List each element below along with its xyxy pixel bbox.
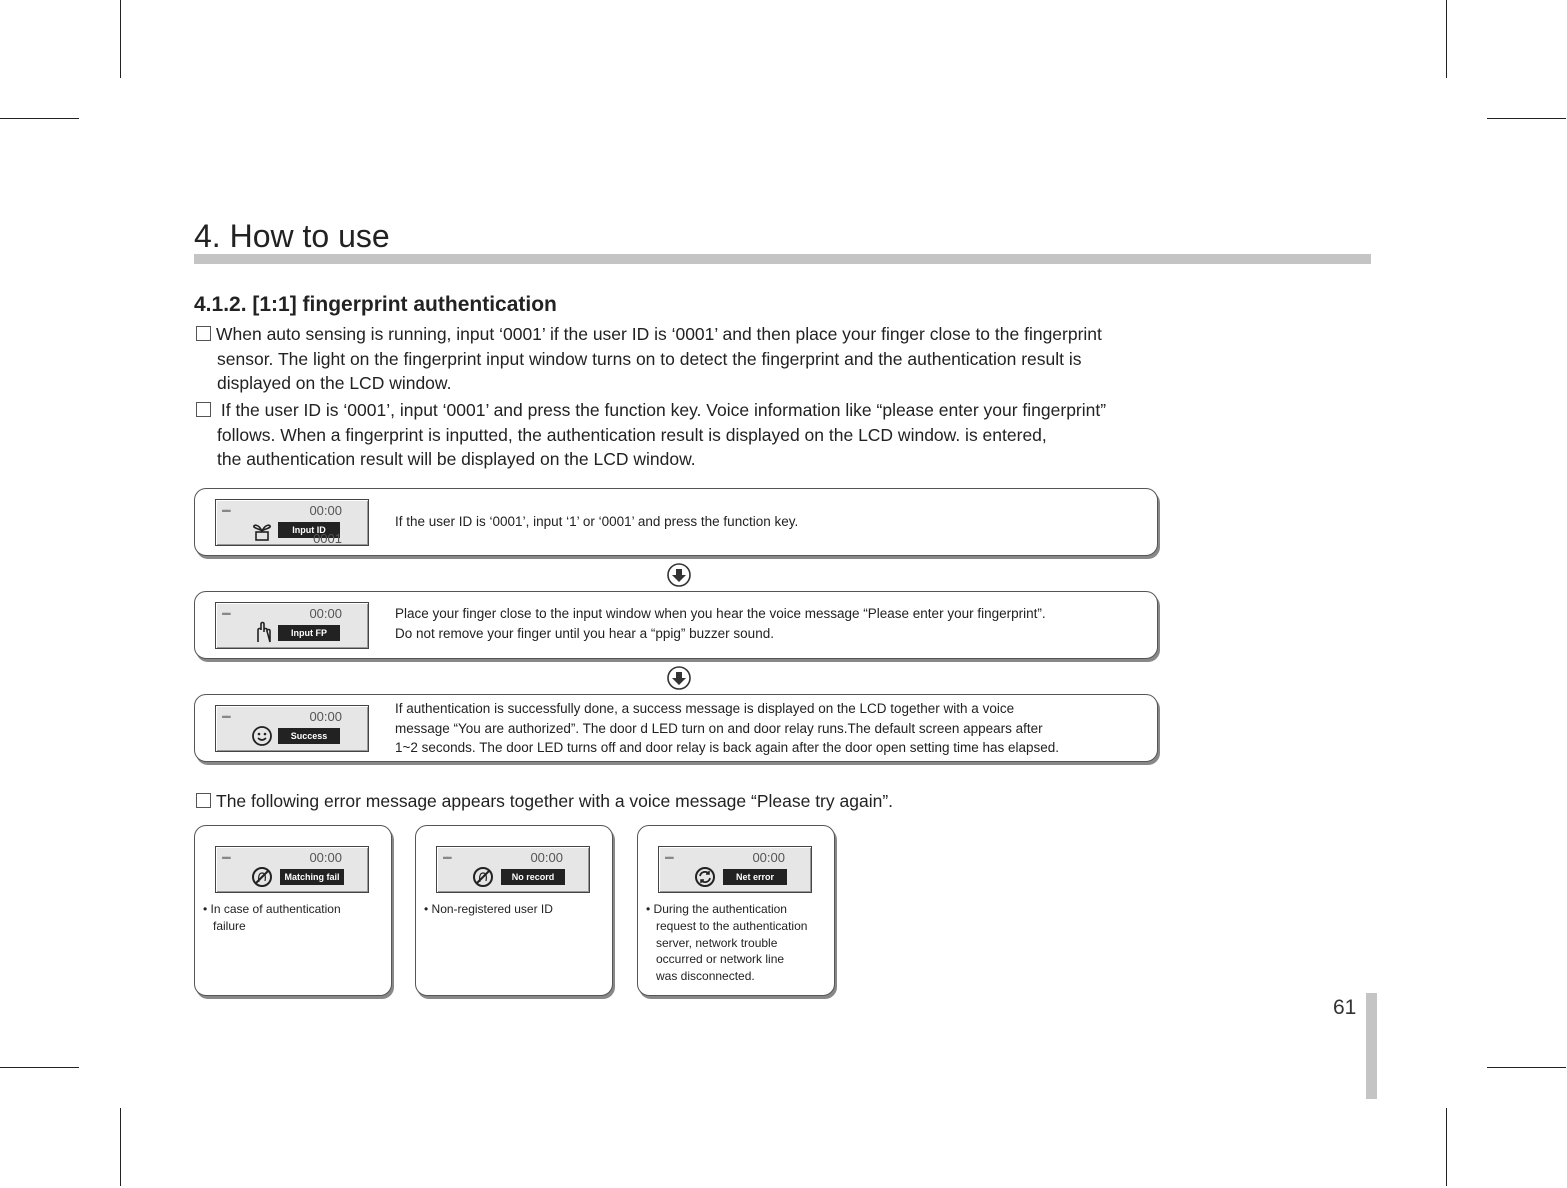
paragraph-line: The following error message appears together with a voice message “Please try again”. <box>216 791 894 811</box>
signal-indicator: ▬▬ <box>222 609 230 618</box>
step-box-input-fp <box>194 591 1158 659</box>
crop-mark <box>1446 0 1447 78</box>
signal-indicator: ▬▬ <box>222 506 230 515</box>
fingerprint-prohibited-icon <box>471 864 495 888</box>
smiley-icon <box>250 723 274 747</box>
lcd-badge: Net error <box>723 869 787 885</box>
crop-mark <box>0 1067 79 1068</box>
step-box-success <box>194 694 1158 762</box>
finger-icon <box>250 620 274 644</box>
lcd-time: 00:00 <box>309 606 342 621</box>
error-box-net-error <box>637 825 835 996</box>
lcd-badge: Input ID <box>278 522 340 538</box>
paragraph-line: If the user ID is ‘0001’, input ‘0001’ and press the function key. Voice information like “please enter your fingerprint” <box>216 400 1107 420</box>
down-arrow-icon <box>667 563 691 587</box>
step-line: Place your finger close to the input window when you hear the voice message “Please enter your fingerprint”. <box>395 606 1046 621</box>
signal-indicator: ▬▬ <box>222 853 230 862</box>
lcd-display <box>215 846 369 893</box>
error-intro-paragraph <box>196 789 893 814</box>
step-line: Do not remove your finger until you hear a “ppig” buzzer sound. <box>395 625 774 641</box>
crop-mark <box>120 1108 121 1186</box>
step-line: message “You are authorized”. The door d LED turn on and door relay runs.The default screen appears after <box>395 720 1043 736</box>
lcd-time: 00:00 <box>309 850 342 865</box>
paragraph-line: displayed on the LCD window. <box>217 373 452 393</box>
paragraph-line: the authentication result will be displayed on the LCD window. <box>217 449 696 469</box>
error-line: was disconnected. <box>646 969 755 984</box>
lcd-display <box>436 846 590 893</box>
error-box-no-record <box>415 825 613 996</box>
lcd-time: 00:00 <box>752 850 785 865</box>
step-box-input-id <box>194 488 1158 556</box>
intro-paragraph-1 <box>196 322 1102 396</box>
lcd-display <box>215 705 369 752</box>
step-line: If authentication is successfully done, a success message is displayed on the LCD together with a voice <box>395 701 1015 716</box>
lcd-badge: Success <box>278 728 340 744</box>
step-description <box>395 604 1046 643</box>
lcd-display <box>658 846 812 893</box>
error-description <box>646 901 807 985</box>
lcd-badge: Matching fail <box>280 869 344 885</box>
crop-mark <box>0 118 79 119</box>
lcd-badge: No record <box>501 869 565 885</box>
error-description <box>203 901 341 935</box>
crop-mark <box>1446 1108 1447 1186</box>
step-line: If the user ID is ‘0001’, input ‘1’ or ‘0001’ and press the function key. <box>395 514 799 529</box>
checkbox-bullet-icon <box>196 402 211 417</box>
signal-indicator: ▬▬ <box>222 712 230 721</box>
fingerprint-prohibited-icon <box>250 864 274 888</box>
crop-mark <box>1487 1067 1566 1068</box>
error-line: failure <box>203 918 246 933</box>
step-description <box>395 512 798 532</box>
page-number: 61 <box>1333 996 1357 1019</box>
error-line: occurred or network line <box>646 952 785 967</box>
error-box-matching-fail <box>194 825 392 996</box>
error-line: • During the authentication <box>646 902 787 916</box>
error-description <box>424 901 553 918</box>
down-arrow-icon <box>667 666 691 690</box>
paragraph-line: follows. When a fingerprint is inputted, the authentication result is displayed on the LCD window. is entered, <box>217 424 1047 445</box>
lcd-time: 00:00 <box>530 850 563 865</box>
page-edge-bar <box>1366 993 1377 1099</box>
lcd-display <box>215 602 369 649</box>
step-description <box>395 699 1059 758</box>
checkbox-bullet-icon <box>196 793 211 808</box>
network-error-icon <box>693 864 717 888</box>
crop-mark <box>120 0 121 78</box>
step-line: 1~2 seconds. The door LED turns off and door relay is back again after the door open setting time has elapsed. <box>395 740 1060 755</box>
error-line: server, network trouble <box>646 935 778 950</box>
crop-mark <box>1487 118 1566 119</box>
error-line: • In case of authentication <box>203 902 341 916</box>
lcd-time: 00:00 <box>309 709 342 724</box>
paragraph-line: sensor. The light on the fingerprint input window turns on to detect the fingerprint and the authentication result is <box>217 348 1082 369</box>
signal-indicator: ▬▬ <box>665 853 673 862</box>
lcd-badge: Input FP <box>278 625 340 641</box>
title-underline-bar <box>194 254 1371 264</box>
intro-paragraph-2 <box>196 398 1106 472</box>
page-title: 4. How to use <box>194 218 390 254</box>
section-heading: 4.1.2. [1:1] fingerprint authentication <box>194 293 557 316</box>
paragraph-line: When auto sensing is running, input ‘0001’ if the user ID is ‘0001’ and then place your finger close to the fingerprint <box>216 324 1102 344</box>
error-line: request to the authentication <box>646 918 808 933</box>
checkbox-bullet-icon <box>196 326 211 341</box>
lcd-user-id: 0001 <box>313 531 342 546</box>
signal-indicator: ▬▬ <box>443 853 451 862</box>
lcd-display <box>215 499 369 546</box>
lcd-time: 00:00 <box>309 503 342 518</box>
error-line: • Non-registered user ID <box>424 902 553 916</box>
plant-icon <box>250 517 274 541</box>
